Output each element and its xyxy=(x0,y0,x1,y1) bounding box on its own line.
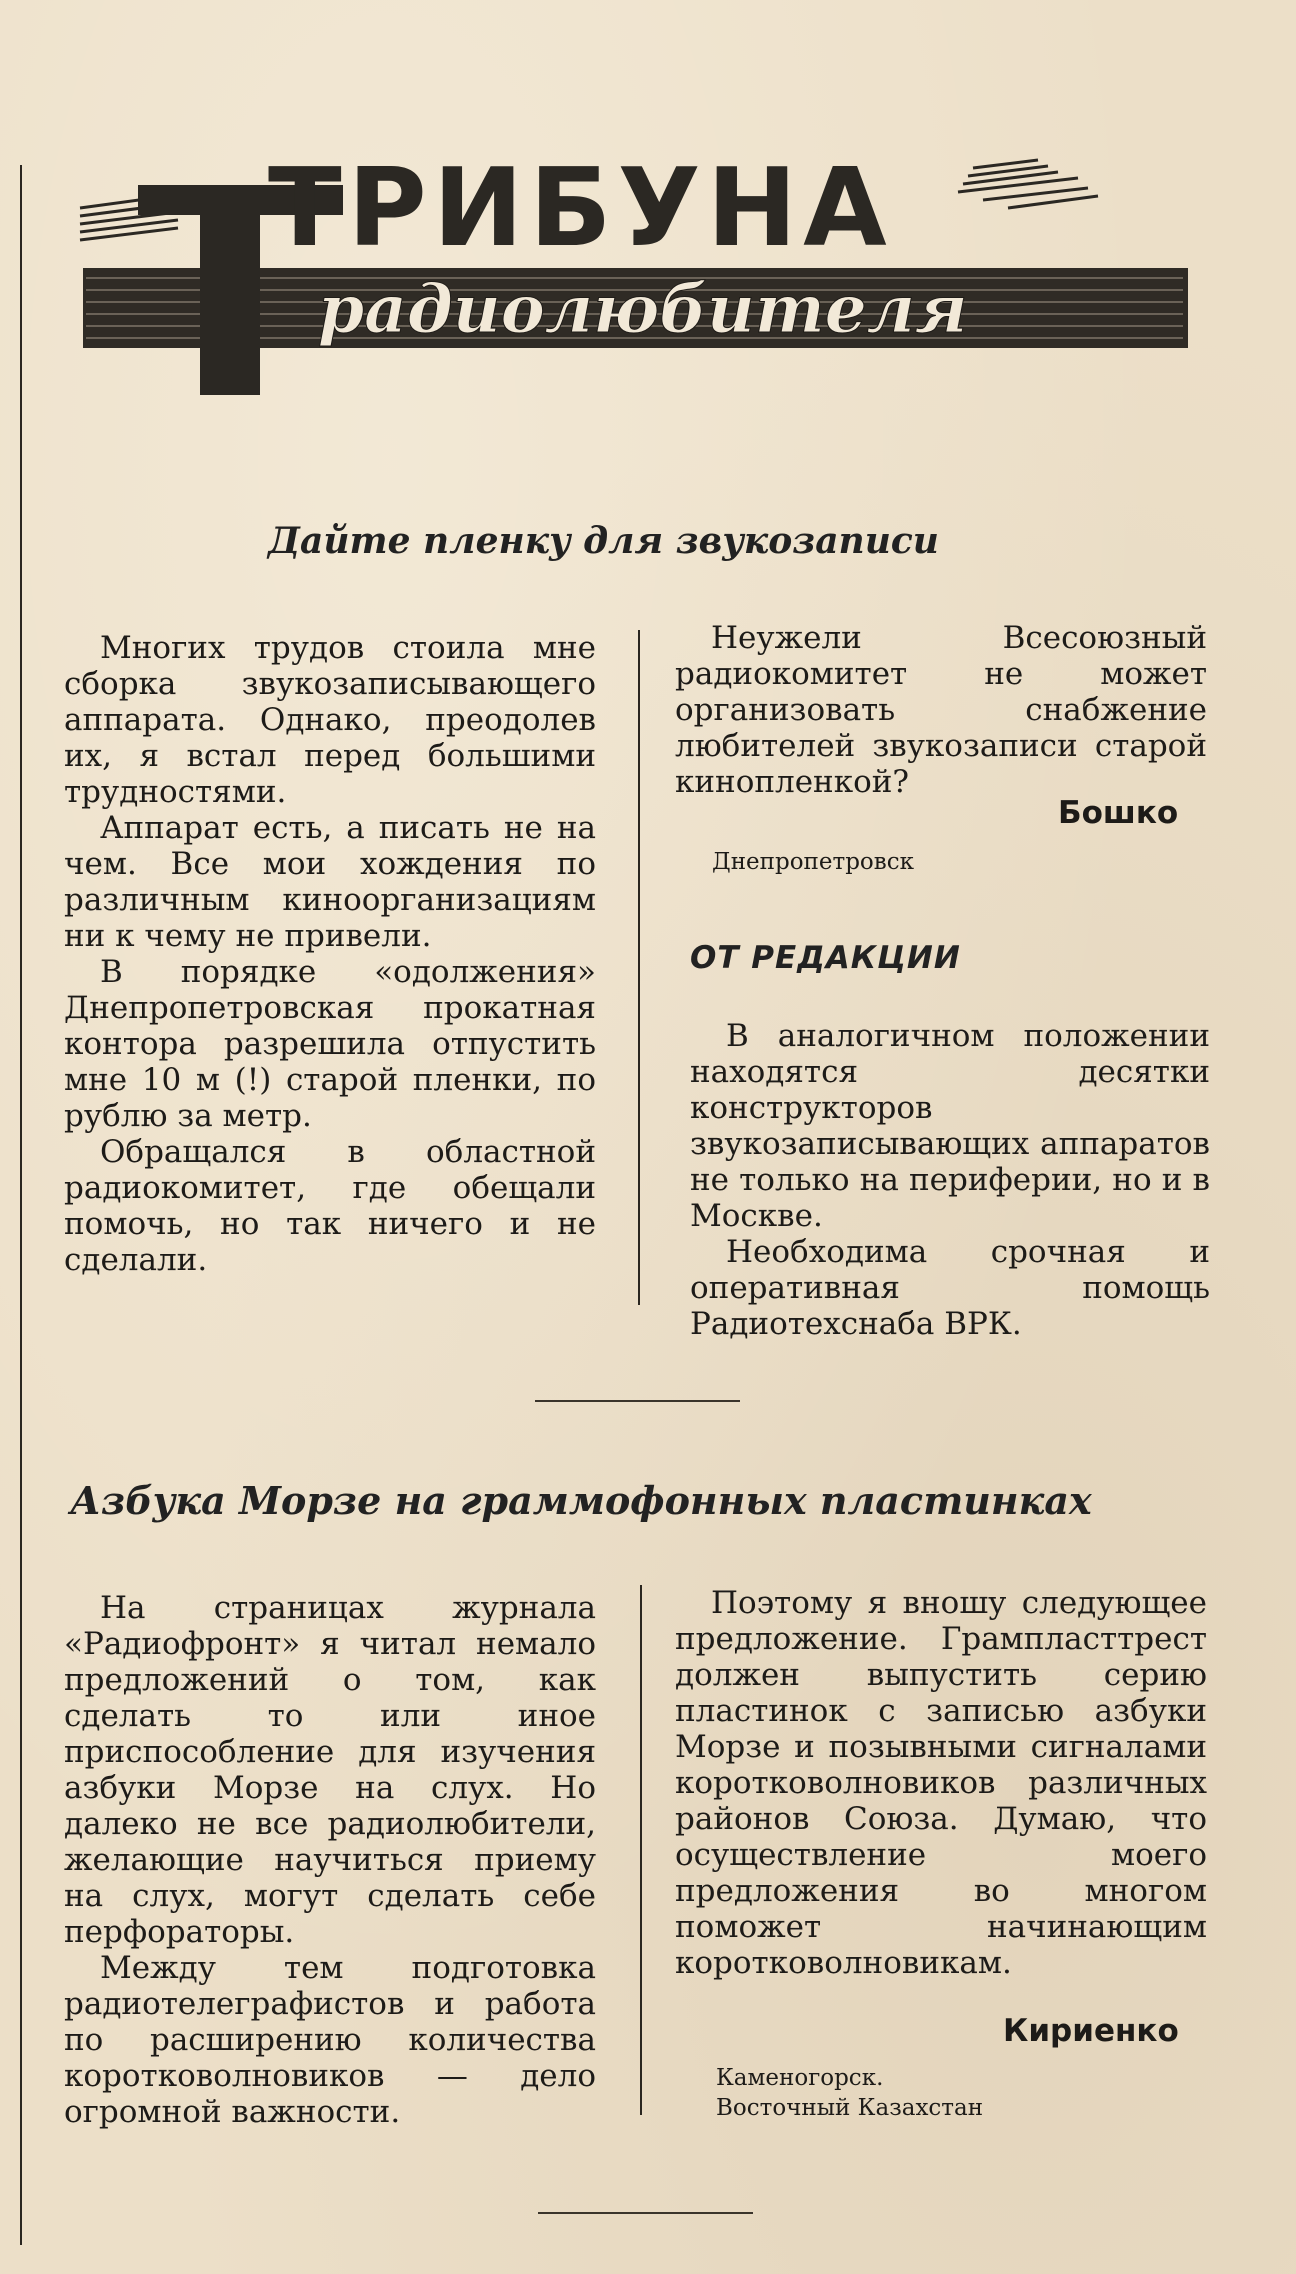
article2-place-line2: Восточный Казахстан xyxy=(716,2095,984,2121)
article2-column-rule xyxy=(640,1585,642,2115)
article2-title: Азбука Морзе на граммофонных пластинках xyxy=(70,1478,1092,1523)
editorial-paragraph: В аналогичном положении находятся десятки конструкторов звукозаписывающих аппаратов не только на периферии, но и в Москве. xyxy=(690,1018,1210,1234)
article1-right-paragraph: Неужели Всесоюзный радиокомитет не может организовать снабжение любителей звукозаписи старой кинопленкой? xyxy=(675,620,1207,800)
article1-paragraph: Аппарат есть, а писать не на чем. Все мои хождения по различным киноорганизациям ни к чему не привели. xyxy=(64,810,596,954)
bottom-separator xyxy=(538,2212,753,2214)
section-separator xyxy=(535,1400,740,1402)
article1-right-column xyxy=(675,620,1207,800)
article2-right-column xyxy=(675,1585,1207,1981)
article2-right-paragraph: Поэтому я вношу следующее предложение. Грампласттрест должен выпустить серию пластинок с записью азбуки Морзе и позывными сигналами коротковолновиков различных районов Союза. Думаю, что осуществление моего предложения во многом поможет начинающим коротковолновикам. xyxy=(675,1585,1207,1981)
article1-left-column xyxy=(64,630,596,1278)
masthead-title: ТРИБУНА xyxy=(268,150,893,271)
article2-paragraph: Между тем подготовка радиотелеграфистов и работа по расширению количества коротковолновиков — дело огромной важности. xyxy=(64,1950,596,2130)
article1-title: Дайте пленку для звукозаписи xyxy=(268,520,939,562)
article1-place: Днепропетровск xyxy=(712,849,914,875)
masthead-subtitle: радиолюбителя xyxy=(318,270,968,348)
editorial-paragraph: Необходима срочная и оперативная помощь Радиотехснаба ВРК. xyxy=(690,1234,1210,1342)
article2-signature: Кириенко xyxy=(1003,2013,1179,2049)
article2-place-line1: Каменогорск. xyxy=(716,2065,884,2091)
article1-paragraph: Обращался в областной радиокомитет, где обещали помочь, но так ничего и не сделали. xyxy=(64,1134,596,1278)
article1-column-rule xyxy=(638,630,640,1305)
masthead-graphic xyxy=(78,150,1193,400)
editorial-column xyxy=(690,1018,1210,1342)
masthead-t-stem xyxy=(200,190,260,395)
masthead-hatch-right xyxy=(958,160,1098,208)
page-left-rule xyxy=(20,165,22,2245)
article1-paragraph: Многих трудов стоила мне сборка звукозаписывающего аппарата. Однако, преодолев их, я встал перед большими трудностями. xyxy=(64,630,596,810)
masthead xyxy=(78,150,1193,400)
editorial-heading: ОТ РЕДАКЦИИ xyxy=(690,940,961,976)
article1-signature: Бошко xyxy=(1058,795,1179,831)
article2-paragraph: На страницах журнала «Радиофронт» я читал немало предложений о том, как сделать то или иное приспособление для изучения азбуки Морзе на слух. Но далеко не все радиолюбители, желающие научиться приему на слух, могут сделать себе перфораторы. xyxy=(64,1590,596,1950)
article2-left-column xyxy=(64,1590,596,2130)
article1-paragraph: В порядке «одолжения» Днепропетровская прокатная контора разрешила отпустить мне 10 м (!) старой пленки, по рублю за метр. xyxy=(64,954,596,1134)
